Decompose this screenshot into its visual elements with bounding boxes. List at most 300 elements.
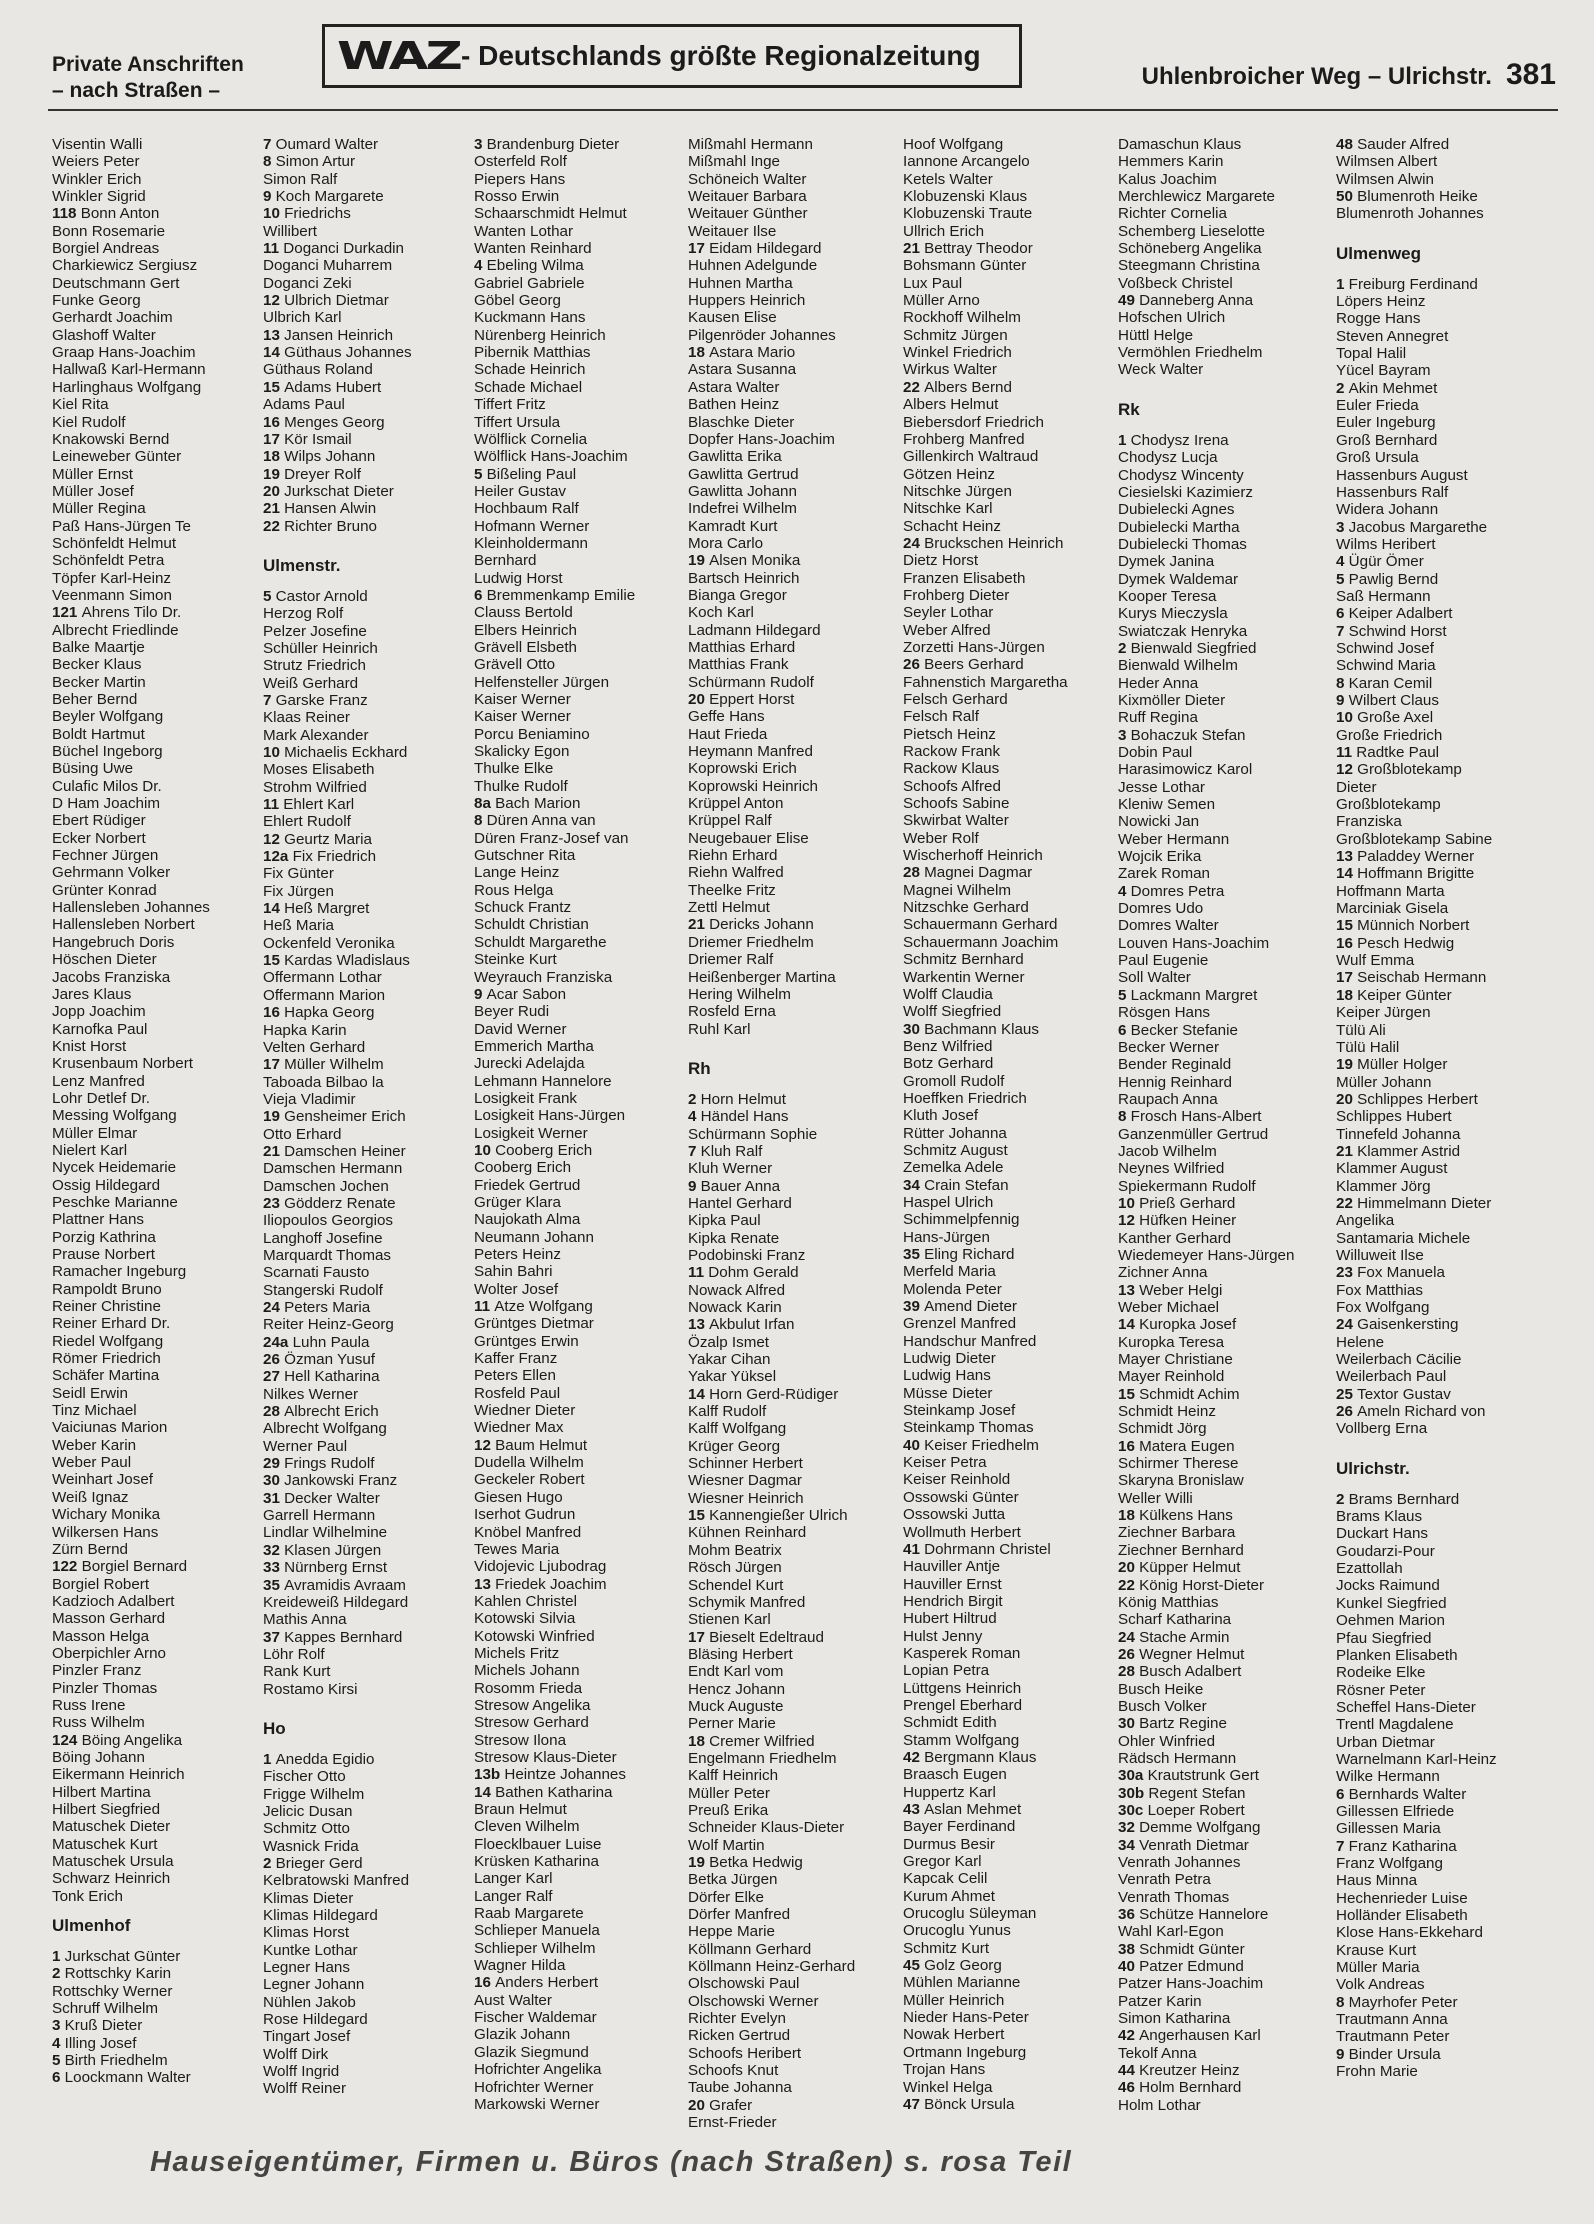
directory-entry [1118, 1195, 1328, 1212]
resident-name: Geurtz Maria [284, 830, 372, 848]
directory-entry: Stresow Angelika [474, 1696, 591, 1714]
directory-entry: Oberpichler Arno [52, 1644, 166, 1662]
directory-entry [903, 379, 1113, 396]
resident-name: Castor Arnold [275, 587, 368, 605]
directory-entry: Kalff Rudolf [688, 1403, 767, 1421]
directory-entry [52, 2052, 262, 2069]
resident-name: Bachmann Klaus [924, 1020, 1039, 1038]
directory-entry: Hering Wilhelm [688, 985, 791, 1003]
house-number: 34 [903, 1176, 925, 1194]
directory-entry: Hilbert Siegfried [52, 1801, 161, 1818]
directory-entry: Mißmahl Hermann [688, 136, 813, 153]
directory-entry: Michels Fritz [474, 1644, 560, 1662]
directory-entry: Kooper Teresa [1118, 587, 1217, 605]
directory-entry: Mayer Reinhold [1118, 1368, 1225, 1386]
directory-entry: Euler Frieda [1336, 397, 1419, 415]
resident-name: Peters Maria [284, 1299, 371, 1316]
directory-entry: Jocks Raimund [1336, 1577, 1440, 1595]
directory-entry: Wölflick Hans-Joachim [474, 448, 628, 466]
directory-entry: Müller Johann [1336, 1073, 1432, 1091]
house-number: 21 [903, 240, 925, 258]
directory-entry: Leineweber Günter [52, 448, 182, 466]
directory-entry: Schürmann Rudolf [688, 673, 814, 691]
directory-entry [263, 327, 473, 344]
resident-name: Menges Georg [284, 413, 385, 431]
directory-entry: Reiter Heinz-Georg [263, 1316, 394, 1334]
house-number: 35 [263, 1576, 285, 1594]
directory-entry: Tülü Ali [1336, 1021, 1386, 1039]
directory-entry: Richter Cornelia [1118, 205, 1227, 223]
directory-entry: Schmidt Edith [903, 1714, 997, 1732]
directory-entry: Geckeler Robert [474, 1471, 585, 1489]
house-number: 6 [474, 586, 487, 604]
house-number: 27 [263, 1368, 285, 1386]
directory-entry: Große Friedrich [1336, 726, 1443, 744]
directory-entry [1336, 1143, 1546, 1160]
directory-entry: Tinz Michael [52, 1402, 137, 1420]
resident-name: Jurkschat Dieter [284, 482, 394, 500]
directory-entry: Kluh Werner [688, 1160, 773, 1178]
directory-entry: Tülü Halil [1336, 1038, 1400, 1056]
resident-name: Kör Ismail [284, 430, 352, 448]
directory-entry: Olschowski Paul [688, 1975, 800, 1993]
directory-entry: Topal Halil [1336, 345, 1407, 363]
resident-name: Fox Manuela [1357, 1264, 1445, 1282]
directory-entry: Peschke Marianne [52, 1193, 178, 1211]
house-number: 1 [52, 1948, 65, 1966]
street-heading: Ulmenweg [1336, 243, 1422, 263]
directory-entry: Huhnen Martha [688, 274, 793, 292]
directory-entry: Müller Josef [52, 482, 134, 500]
directory-entry: Kaffer Franz [474, 1350, 558, 1368]
directory-entry: Kamradt Kurt [688, 517, 778, 535]
directory-column-1 [52, 136, 262, 2087]
house-number: 25 [1336, 1385, 1358, 1403]
directory-entry: Floecklbauer Luise [474, 1835, 602, 1853]
resident-name: Düren Anna van [486, 812, 596, 830]
directory-entry: Ziechner Barbara [1118, 1524, 1236, 1542]
directory-entry [1118, 1767, 1328, 1784]
resident-name: Bönck Ursula [924, 2095, 1015, 2113]
directory-entry: Özalp Ismet [688, 1333, 770, 1351]
directory-entry: Fahnenstich Margaretha [903, 673, 1068, 691]
directory-entry: Schlippes Hubert [1336, 1108, 1452, 1126]
house-number: 7 [688, 1142, 701, 1160]
directory-entry: Steinkamp Thomas [903, 1419, 1034, 1437]
resident-name: Kardas Wladislaus [284, 952, 410, 970]
resident-name: Simon Artur [275, 153, 356, 171]
directory-entry: Veenmann Simon [52, 586, 172, 604]
resident-name: Anedda Egidio [275, 1750, 375, 1768]
directory-entry: Düren Franz-Josef van [474, 829, 629, 847]
directory-entry [1118, 1507, 1328, 1524]
house-number: 19 [1336, 1056, 1358, 1074]
house-number: 33 [263, 1559, 285, 1577]
house-number: 3 [474, 136, 487, 153]
directory-entry: Weber Rolf [903, 829, 979, 847]
directory-entry: Markowski Werner [474, 2095, 600, 2113]
directory-entry: Wischerhoff Heinrich [903, 847, 1043, 865]
directory-entry: Tonk Erich [52, 1887, 123, 1905]
directory-entry: Kuntke Lothar [263, 1941, 358, 1959]
directory-entry [474, 1766, 684, 1783]
resident-name: Nürnberg Ernst [284, 1559, 388, 1577]
directory-entry: Hüttl Helge [1118, 326, 1194, 344]
directory-entry: Schuck Frantz [474, 899, 572, 917]
resident-name: Garske Franz [275, 691, 368, 709]
house-number: 4 [1118, 882, 1131, 900]
house-number: 13 [1118, 1281, 1140, 1299]
directory-entry: Schoofs Heribert [688, 2044, 802, 2062]
directory-entry [1118, 1559, 1328, 1576]
directory-entry: Skalicky Egon [474, 743, 570, 761]
resident-name: Kruß Dieter [64, 2017, 143, 2035]
directory-entry [1336, 1091, 1546, 1108]
house-number: 4 [688, 1108, 701, 1126]
directory-entry [903, 1749, 1113, 1766]
directory-entry: Franz Wolfgang [1336, 1854, 1443, 1872]
directory-entry: Kalus Joachim [1118, 170, 1217, 188]
directory-entry [263, 1351, 473, 1368]
house-number: 41 [903, 1540, 925, 1558]
directory-entry [52, 2035, 262, 2052]
resident-name: Avramidis Avraam [284, 1576, 406, 1594]
directory-entry: Rädsch Hermann [1118, 1749, 1237, 1767]
directory-entry: Orucoglu Süleyman [903, 1905, 1037, 1923]
resident-name: Illing Josef [64, 2034, 137, 2052]
resident-name: Müller Holger [1357, 1056, 1448, 1074]
directory-entry: Köllmann Gerhard [688, 1940, 812, 1958]
directory-entry [1336, 1491, 1546, 1508]
directory-entry [263, 796, 473, 813]
directory-entry: Schäfer Martina [52, 1367, 160, 1385]
directory-entry: Becker Martin [52, 673, 146, 691]
directory-entry: Merfeld Maria [903, 1263, 996, 1281]
directory-entry: Rogge Hans [1336, 310, 1421, 328]
directory-entry [1336, 1994, 1546, 2011]
house-number: 5 [474, 465, 487, 483]
house-number: 26 [903, 656, 925, 674]
resident-name: Beers Gerhard [924, 656, 1024, 674]
resident-name: Ehlert Karl [283, 796, 355, 814]
directory-entry: Schymik Manfred [688, 1593, 806, 1611]
resident-name: Händel Hans [700, 1108, 789, 1126]
directory-entry: Moses Elisabeth [263, 761, 375, 779]
directory-entry: Volk Andreas [1336, 1976, 1425, 1994]
directory-entry [903, 240, 1113, 257]
directory-entry: Kühnen Reinhard [688, 1524, 807, 1542]
directory-entry: Wilmsen Alwin [1336, 170, 1434, 188]
directory-entry [1336, 675, 1546, 692]
house-number: 47 [903, 2095, 925, 2113]
resident-name: Albers Bernd [924, 378, 1012, 396]
directory-entry [1336, 623, 1546, 640]
directory-entry: Neynes Wilfried [1118, 1160, 1225, 1178]
directory-entry: Swiatczak Henryka [1118, 622, 1248, 640]
directory-entry: Frohberg Dieter [903, 586, 1010, 604]
house-number: 9 [474, 985, 487, 1003]
directory-entry: Grüntges Erwin [474, 1332, 579, 1350]
directory-entry: Reiner Christine [52, 1298, 161, 1316]
house-number: 30c [1118, 1801, 1148, 1819]
house-number: 13 [688, 1316, 710, 1334]
directory-entry: Glazik Johann [474, 2026, 571, 2044]
directory-entry: Gillessen Elfriede [1336, 1802, 1455, 1820]
house-number: 10 [263, 744, 285, 761]
directory-entry: Domres Walter [1118, 917, 1219, 935]
directory-entry: Wiedemeyer Hans-Jürgen [1118, 1246, 1295, 1264]
directory-entry: Magnei Wilhelm [903, 881, 1012, 899]
house-number: 11 [263, 796, 284, 814]
directory-entry: Handschur Manfred [903, 1332, 1037, 1350]
page-header-right [1142, 58, 1556, 92]
directory-entry: Offermann Marion [263, 986, 386, 1004]
resident-name: Bartz Regine [1139, 1715, 1227, 1733]
resident-name: Weber Helgi [1139, 1281, 1223, 1299]
directory-entry: Schade Heinrich [474, 361, 586, 379]
resident-name: Friedek Joachim [495, 1575, 607, 1593]
resident-name: Klasen Jürgen [284, 1541, 382, 1559]
directory-entry: Porzig Kathrina [52, 1228, 156, 1246]
directory-entry: Müller Regina [52, 500, 146, 518]
directory-entry: Chodysz Wincenty [1118, 466, 1244, 484]
directory-entry: Hilbert Martina [52, 1783, 151, 1801]
resident-name: Dohm Gerald [708, 1264, 799, 1282]
directory-entry: Marciniak Gisela [1336, 900, 1449, 918]
directory-entry: Heymann Manfred [688, 743, 813, 761]
directory-entry: Gawlitta Erika [688, 448, 782, 466]
directory-entry [1336, 2046, 1546, 2063]
house-number: 3 [1118, 726, 1131, 744]
directory-entry: Vidojevic Ljubodrag [474, 1558, 607, 1576]
directory-entry: Molenda Peter [903, 1280, 1002, 1298]
directory-column-2 [263, 136, 473, 2098]
header-left-line1: Private Anschriften [52, 53, 244, 76]
directory-entry: Römer Friedrich [52, 1350, 161, 1368]
directory-entry [688, 1386, 898, 1403]
resident-name: Luhn Paula [292, 1333, 370, 1351]
resident-name: Frings Rudolf [284, 1455, 375, 1473]
house-number: 17 [688, 1628, 710, 1646]
directory-entry: Kunkel Siegfried [1336, 1594, 1447, 1612]
house-number: 48 [1336, 136, 1358, 153]
directory-entry: Theelke Fritz [688, 881, 776, 899]
directory-entry [474, 1142, 684, 1159]
directory-entry: Preuß Erika [688, 1801, 769, 1819]
resident-name: Freiburg Ferdinand [1348, 275, 1478, 293]
section-gap [1336, 1438, 1546, 1448]
resident-name: Decker Walter [284, 1489, 380, 1507]
directory-entry [474, 587, 684, 604]
resident-name: Küpper Helmut [1139, 1559, 1241, 1577]
house-number: 30 [903, 1020, 925, 1038]
directory-entry: Venrath Thomas [1118, 1888, 1230, 1906]
directory-entry: Lindlar Wilhelmine [263, 1524, 388, 1542]
resident-name: Jansen Heinrich [284, 326, 394, 344]
house-number: 17 [688, 240, 710, 258]
house-number: 22 [1118, 1576, 1140, 1594]
resident-name: Dericks Johann [709, 916, 814, 934]
directory-entry [474, 257, 684, 274]
directory-entry [903, 1541, 1113, 1558]
directory-entry: Hauviller Antje [903, 1558, 1001, 1576]
directory-entry: Gehrmann Volker [52, 864, 171, 882]
directory-entry: Großblotekamp Sabine [1336, 830, 1493, 848]
directory-entry: Krüger Georg [688, 1437, 781, 1455]
house-number: 37 [263, 1628, 285, 1646]
resident-name: Gaisenkersting [1357, 1316, 1459, 1334]
directory-entry [1336, 1403, 1546, 1420]
resident-name: Atze Wolfgang [494, 1298, 593, 1316]
resident-name: Bettray Theodor [924, 240, 1033, 258]
resident-name: Damschen Heiner [284, 1142, 406, 1160]
directory-entry: Paul Eugenie [1118, 952, 1209, 970]
directory-entry: Klobuzenski Traute [903, 205, 1033, 223]
directory-entry [688, 1507, 898, 1524]
directory-entry: Visentin Walli [52, 136, 143, 153]
directory-entry: Iserhot Gudrun [474, 1506, 576, 1524]
directory-entry [1336, 1786, 1546, 1803]
directory-entry: Hassenburs Ralf [1336, 483, 1449, 501]
directory-entry: Frohberg Manfred [903, 430, 1025, 448]
directory-entry: Kuckmann Hans [474, 309, 586, 327]
resident-name: Bieselt Edeltraud [709, 1628, 824, 1646]
directory-entry: Schoofs Knut [688, 2062, 779, 2080]
resident-name: Bremmenkamp Emilie [486, 586, 636, 604]
house-number: 26 [263, 1351, 285, 1369]
resident-name: Klammer Astrid [1357, 1142, 1461, 1160]
directory-entry: Dymek Janina [1118, 553, 1215, 571]
directory-entry [263, 448, 473, 465]
directory-entry: Klose Hans-Ekkehard [1336, 1924, 1483, 1942]
directory-entry [1336, 1195, 1546, 1212]
directory-entry: Michels Johann [474, 1662, 580, 1680]
directory-entry: Löhr Rolf [263, 1645, 325, 1663]
directory-entry [1336, 553, 1546, 570]
directory-entry: Oehmen Marion [1336, 1612, 1445, 1630]
directory-entry: Muck Auguste [688, 1697, 784, 1715]
directory-entry: Brams Klaus [1336, 1508, 1423, 1526]
directory-entry [263, 900, 473, 917]
directory-entry: Wolff Dirk [263, 2045, 329, 2063]
directory-entry: Astara Walter [688, 378, 780, 396]
directory-entry: Aust Walter [474, 1991, 552, 2009]
directory-entry: Hoeffken Friedrich [903, 1089, 1027, 1107]
directory-entry: Otto Erhard [263, 1125, 342, 1143]
directory-entry: Klammer August [1336, 1160, 1448, 1178]
directory-entry: Büchel Ingeborg [52, 743, 163, 761]
directory-entry: Voßbeck Christel [1118, 274, 1233, 292]
directory-entry: Schade Michael [474, 378, 583, 396]
directory-entry: Betka Jürgen [688, 1871, 778, 1889]
directory-entry: Weber Hermann [1118, 830, 1230, 848]
directory-entry: Orucoglu Yunus [903, 1922, 1011, 1940]
directory-entry: Hofrichter Angelika [474, 2061, 602, 2079]
directory-entry: Bartsch Heinrich [688, 569, 800, 587]
house-number: 11 [688, 1264, 709, 1282]
directory-entry: Legner Hans [263, 1959, 350, 1977]
directory-entry [1118, 1646, 1328, 1663]
section-gap [263, 535, 473, 545]
directory-entry: Rottschky Werner [52, 1982, 173, 2000]
directory-entry: Haus Minna [1336, 1872, 1418, 1890]
resident-name: Wegner Helmut [1139, 1645, 1245, 1663]
resident-name: Binder Ursula [1348, 2045, 1441, 2063]
directory-entry: Duckart Hans [1336, 1525, 1429, 1543]
house-number: 16 [1336, 934, 1358, 952]
directory-entry: Albers Helmut [903, 396, 999, 414]
directory-entry: Beyer Rudi [474, 1003, 550, 1021]
directory-entry: Schauermann Gerhard [903, 916, 1058, 934]
directory-entry: Funke Georg [52, 292, 141, 310]
resident-name: Bonn Anton [80, 205, 160, 223]
directory-entry: Weber Paul [52, 1454, 132, 1472]
directory-entry: Heß Maria [263, 917, 334, 935]
resident-name: Böing Angelika [81, 1731, 183, 1749]
directory-entry [1336, 865, 1546, 882]
directory-entry: Borgiel Robert [52, 1575, 150, 1593]
directory-entry: Trentl Magdalene [1336, 1716, 1454, 1734]
house-number: 18 [1118, 1507, 1140, 1525]
directory-entry [688, 1629, 898, 1646]
masthead-box [322, 24, 1022, 88]
directory-entry: Gawlitta Gertrud [688, 465, 799, 483]
directory-entry [688, 691, 898, 708]
directory-entry: Kiel Rudolf [52, 413, 126, 431]
house-number: 2 [1336, 379, 1349, 397]
house-number: 20 [1118, 1559, 1140, 1577]
directory-entry: Rackow Klaus [903, 760, 1000, 778]
directory-entry: Helene [1336, 1333, 1385, 1351]
directory-entry: Huppertz Karl [903, 1783, 996, 1801]
directory-entry: Matuschek Ursula [52, 1853, 174, 1871]
resident-name: Bauer Anna [700, 1177, 781, 1195]
directory-entry: Benz Wilfried [903, 1037, 993, 1055]
directory-entry: Wollmuth Herbert [903, 1523, 1021, 1541]
directory-entry: Dymek Waldemar [1118, 570, 1239, 588]
directory-entry [1336, 1056, 1546, 1073]
directory-entry: Frohn Marie [1336, 2063, 1418, 2081]
directory-entry: Garrell Hermann [263, 1507, 376, 1525]
directory-entry: Kausen Elise [688, 309, 777, 327]
directory-entry: Schemberg Lieselotte [1118, 222, 1265, 240]
directory-entry: Patzer Hans-Joachim [1118, 1975, 1264, 1993]
directory-entry: Frigge Wilhelm [263, 1785, 365, 1803]
house-number: 14 [474, 1783, 496, 1801]
street-heading: Ulmenstr. [263, 555, 341, 575]
waz-logo: WAZ [337, 34, 461, 78]
directory-entry [474, 136, 684, 153]
house-number: 18 [263, 448, 285, 466]
directory-entry: Ruhl Karl [688, 1020, 751, 1038]
directory-entry [263, 1751, 473, 1768]
directory-entry: Stresow Klaus-Dieter [474, 1748, 617, 1766]
directory-entry: Schacht Heinz [903, 517, 1001, 535]
directory-entry: Wilms Heribert [1336, 535, 1436, 553]
directory-entry: Ebert Rüdiger [52, 812, 146, 830]
directory-entry: Olschowski Werner [688, 1992, 819, 2010]
resident-name: Keiper Adalbert [1348, 605, 1453, 623]
directory-entry: Clauss Bertold [474, 604, 573, 622]
directory-entry [1118, 292, 1328, 309]
directory-entry: Kleniw Semen [1118, 796, 1216, 814]
house-number: 45 [903, 1957, 925, 1975]
house-number: 35 [903, 1246, 925, 1263]
directory-entry [1336, 276, 1546, 293]
house-number: 12 [263, 292, 285, 310]
house-number: 3 [52, 2017, 65, 2035]
directory-entry: Schwarz Heinrich [52, 1870, 171, 1888]
